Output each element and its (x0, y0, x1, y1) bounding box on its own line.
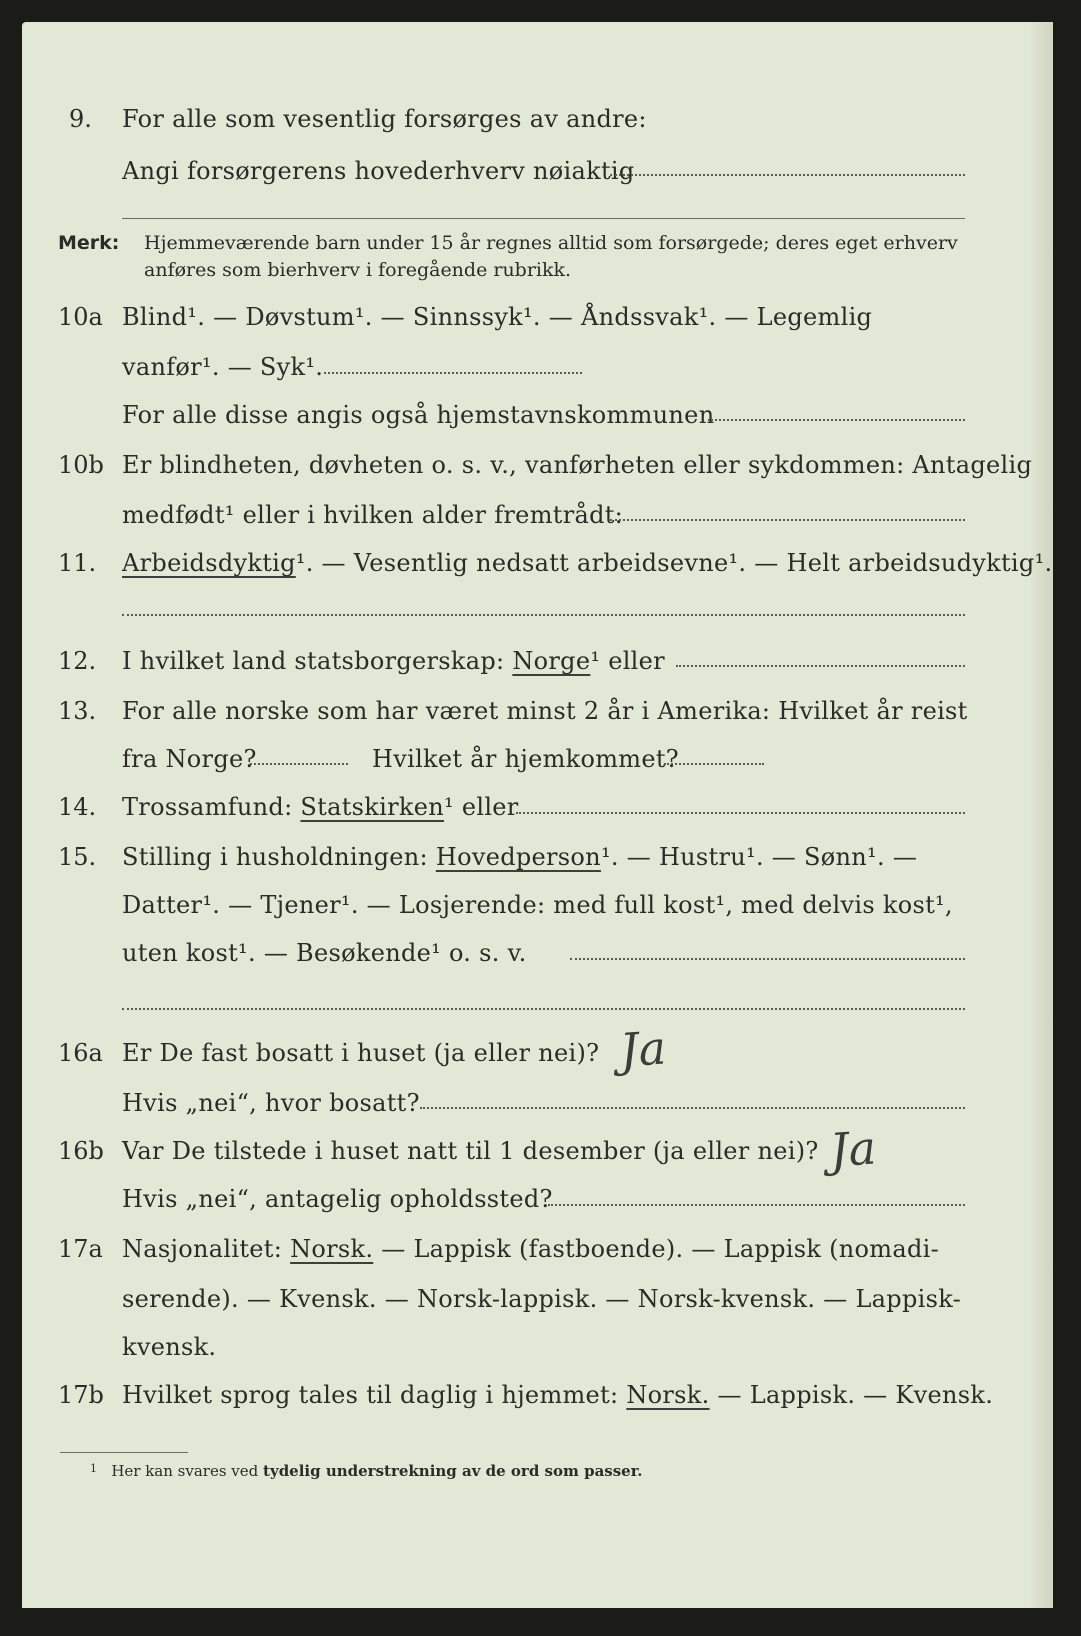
q17a-selected-option[interactable]: Norsk. (290, 1235, 374, 1263)
q13-question: For alle norske som har været minst 2 år i Amerika: Hvilket år reist (122, 697, 968, 725)
q10a-answer-field[interactable] (324, 372, 582, 374)
q17a-question: Nasjonalitet: Norsk. — Lappisk (fastboende). — Lappisk (nomadi- (122, 1235, 940, 1263)
q16b-handwritten-answer[interactable]: Ja (828, 1120, 878, 1178)
q15-answer-line[interactable] (122, 1008, 965, 1010)
q16b-answer-field[interactable] (548, 1204, 965, 1206)
q17a-number: 17a (58, 1235, 103, 1263)
q12-selected-option[interactable]: Norge (512, 647, 591, 675)
q16a-prompt: Hvis „nei“, hvor bosatt? (122, 1089, 420, 1117)
q10a-hometown-prompt: For alle disse angis også hjemstavnskommunen (122, 401, 715, 429)
q10b-answer-field[interactable] (610, 519, 965, 521)
q12-answer-field[interactable] (676, 665, 965, 667)
q17b-selected-option[interactable]: Norsk. (626, 1381, 710, 1409)
merk-label: Merk: (58, 232, 120, 254)
merk-text-1: Hjemmeværende barn under 15 år regnes alltid som forsørgede; deres eget erhverv (144, 232, 958, 254)
footnote: $^1$ Her kan svares ved tydelig understrekning av de ord som passer. (90, 1462, 643, 1480)
q13-number: 13. (58, 697, 97, 725)
q15-options-2: Datter¹. — Tjener¹. — Losjerende: med full kost¹, med delvis kost¹, (122, 891, 953, 919)
q15-answer-field[interactable] (570, 958, 965, 960)
q9-answer-line[interactable] (122, 218, 965, 219)
q15-question: Stilling i husholdningen: Hovedperson¹. — Hustru¹. — Sønn¹. — (122, 843, 918, 871)
q17a-options-2: serende). — Kvensk. — Norsk-lappisk. — Norsk-kvensk. — Lappisk- (122, 1285, 962, 1313)
q11-answer-line[interactable] (122, 614, 965, 616)
q15-selected-option[interactable]: Hovedperson (435, 843, 601, 871)
q11-options (122, 548, 1052, 578)
q10b-prompt: medfødt¹ eller i hvilken alder fremtrådt: (122, 501, 624, 529)
merk-text-2: anføres som bierhverv i foregående rubrikk. (144, 259, 572, 281)
q11-selected-option[interactable]: Arbeidsdyktig (122, 549, 296, 577)
q12-question: I hvilket land statsborgerskap: Norge¹ eller (122, 647, 665, 675)
q14-question: Trossamfund: Statskirken¹ eller (122, 793, 519, 821)
q15-options-3: uten kost¹. — Besøkende¹ o. s. v. (122, 939, 527, 967)
q10a-number: 10a (58, 303, 103, 331)
q16a-question: Er De fast bosatt i huset (ja eller nei)? (122, 1039, 600, 1067)
q17a-options-3: kvensk. (122, 1333, 217, 1361)
q10b-question: Er blindheten, døvheten o. s. v., vanførheten eller sykdommen: Antagelig (122, 451, 1033, 479)
q9-answer-field[interactable] (610, 174, 965, 176)
q14-number: 14. (58, 793, 97, 821)
q13-departed-prompt: fra Norge? (122, 745, 257, 773)
q12-number: 12. (58, 647, 97, 675)
q11-other-options: ¹. — Vesentlig nedsatt arbeidsevne¹. — Helt arbeidsudyktig¹. (295, 549, 1053, 577)
q9-number: 9. (69, 105, 92, 133)
q16a-handwritten-answer[interactable]: Ja (618, 1020, 668, 1078)
q13-returned-prompt: Hvilket år hjemkommet? (372, 745, 679, 773)
page-edge (1031, 22, 1053, 1608)
q10a-hometown-field[interactable] (708, 419, 965, 421)
q16a-answer-field[interactable] (420, 1107, 965, 1109)
q16b-number: 16b (58, 1137, 104, 1165)
q10a-options-2: vanfør¹. — Syk¹. (122, 353, 324, 381)
footnote-divider (60, 1452, 188, 1453)
form-page (22, 22, 1053, 1608)
q10a-options: Blind¹. — Døvstum¹. — Sinnssyk¹. — Åndssvak¹. — Legemlig (122, 303, 873, 331)
q17b-number: 17b (58, 1381, 104, 1409)
q16a-number: 16a (58, 1039, 103, 1067)
q17b-question: Hvilket sprog tales til daglig i hjemmet: Norsk. — Lappisk. — Kvensk. (122, 1381, 994, 1409)
q10b-number: 10b (58, 451, 104, 479)
q9-prompt: Angi forsørgerens hovederhverv nøiaktig (122, 157, 635, 185)
q16b-prompt: Hvis „nei“, antagelig opholdssted? (122, 1185, 553, 1213)
q13-returned-field[interactable] (664, 763, 764, 765)
q16b-question: Var De tilstede i huset natt til 1 desember (ja eller nei)? (122, 1137, 819, 1165)
q14-selected-option[interactable]: Statskirken (300, 793, 444, 821)
q15-number: 15. (58, 843, 97, 871)
q9-question: For alle som vesentlig forsørges av andre: (122, 105, 647, 133)
q13-departed-field[interactable] (250, 763, 348, 765)
q14-answer-field[interactable] (516, 812, 965, 814)
q11-number: 11. (58, 549, 97, 577)
